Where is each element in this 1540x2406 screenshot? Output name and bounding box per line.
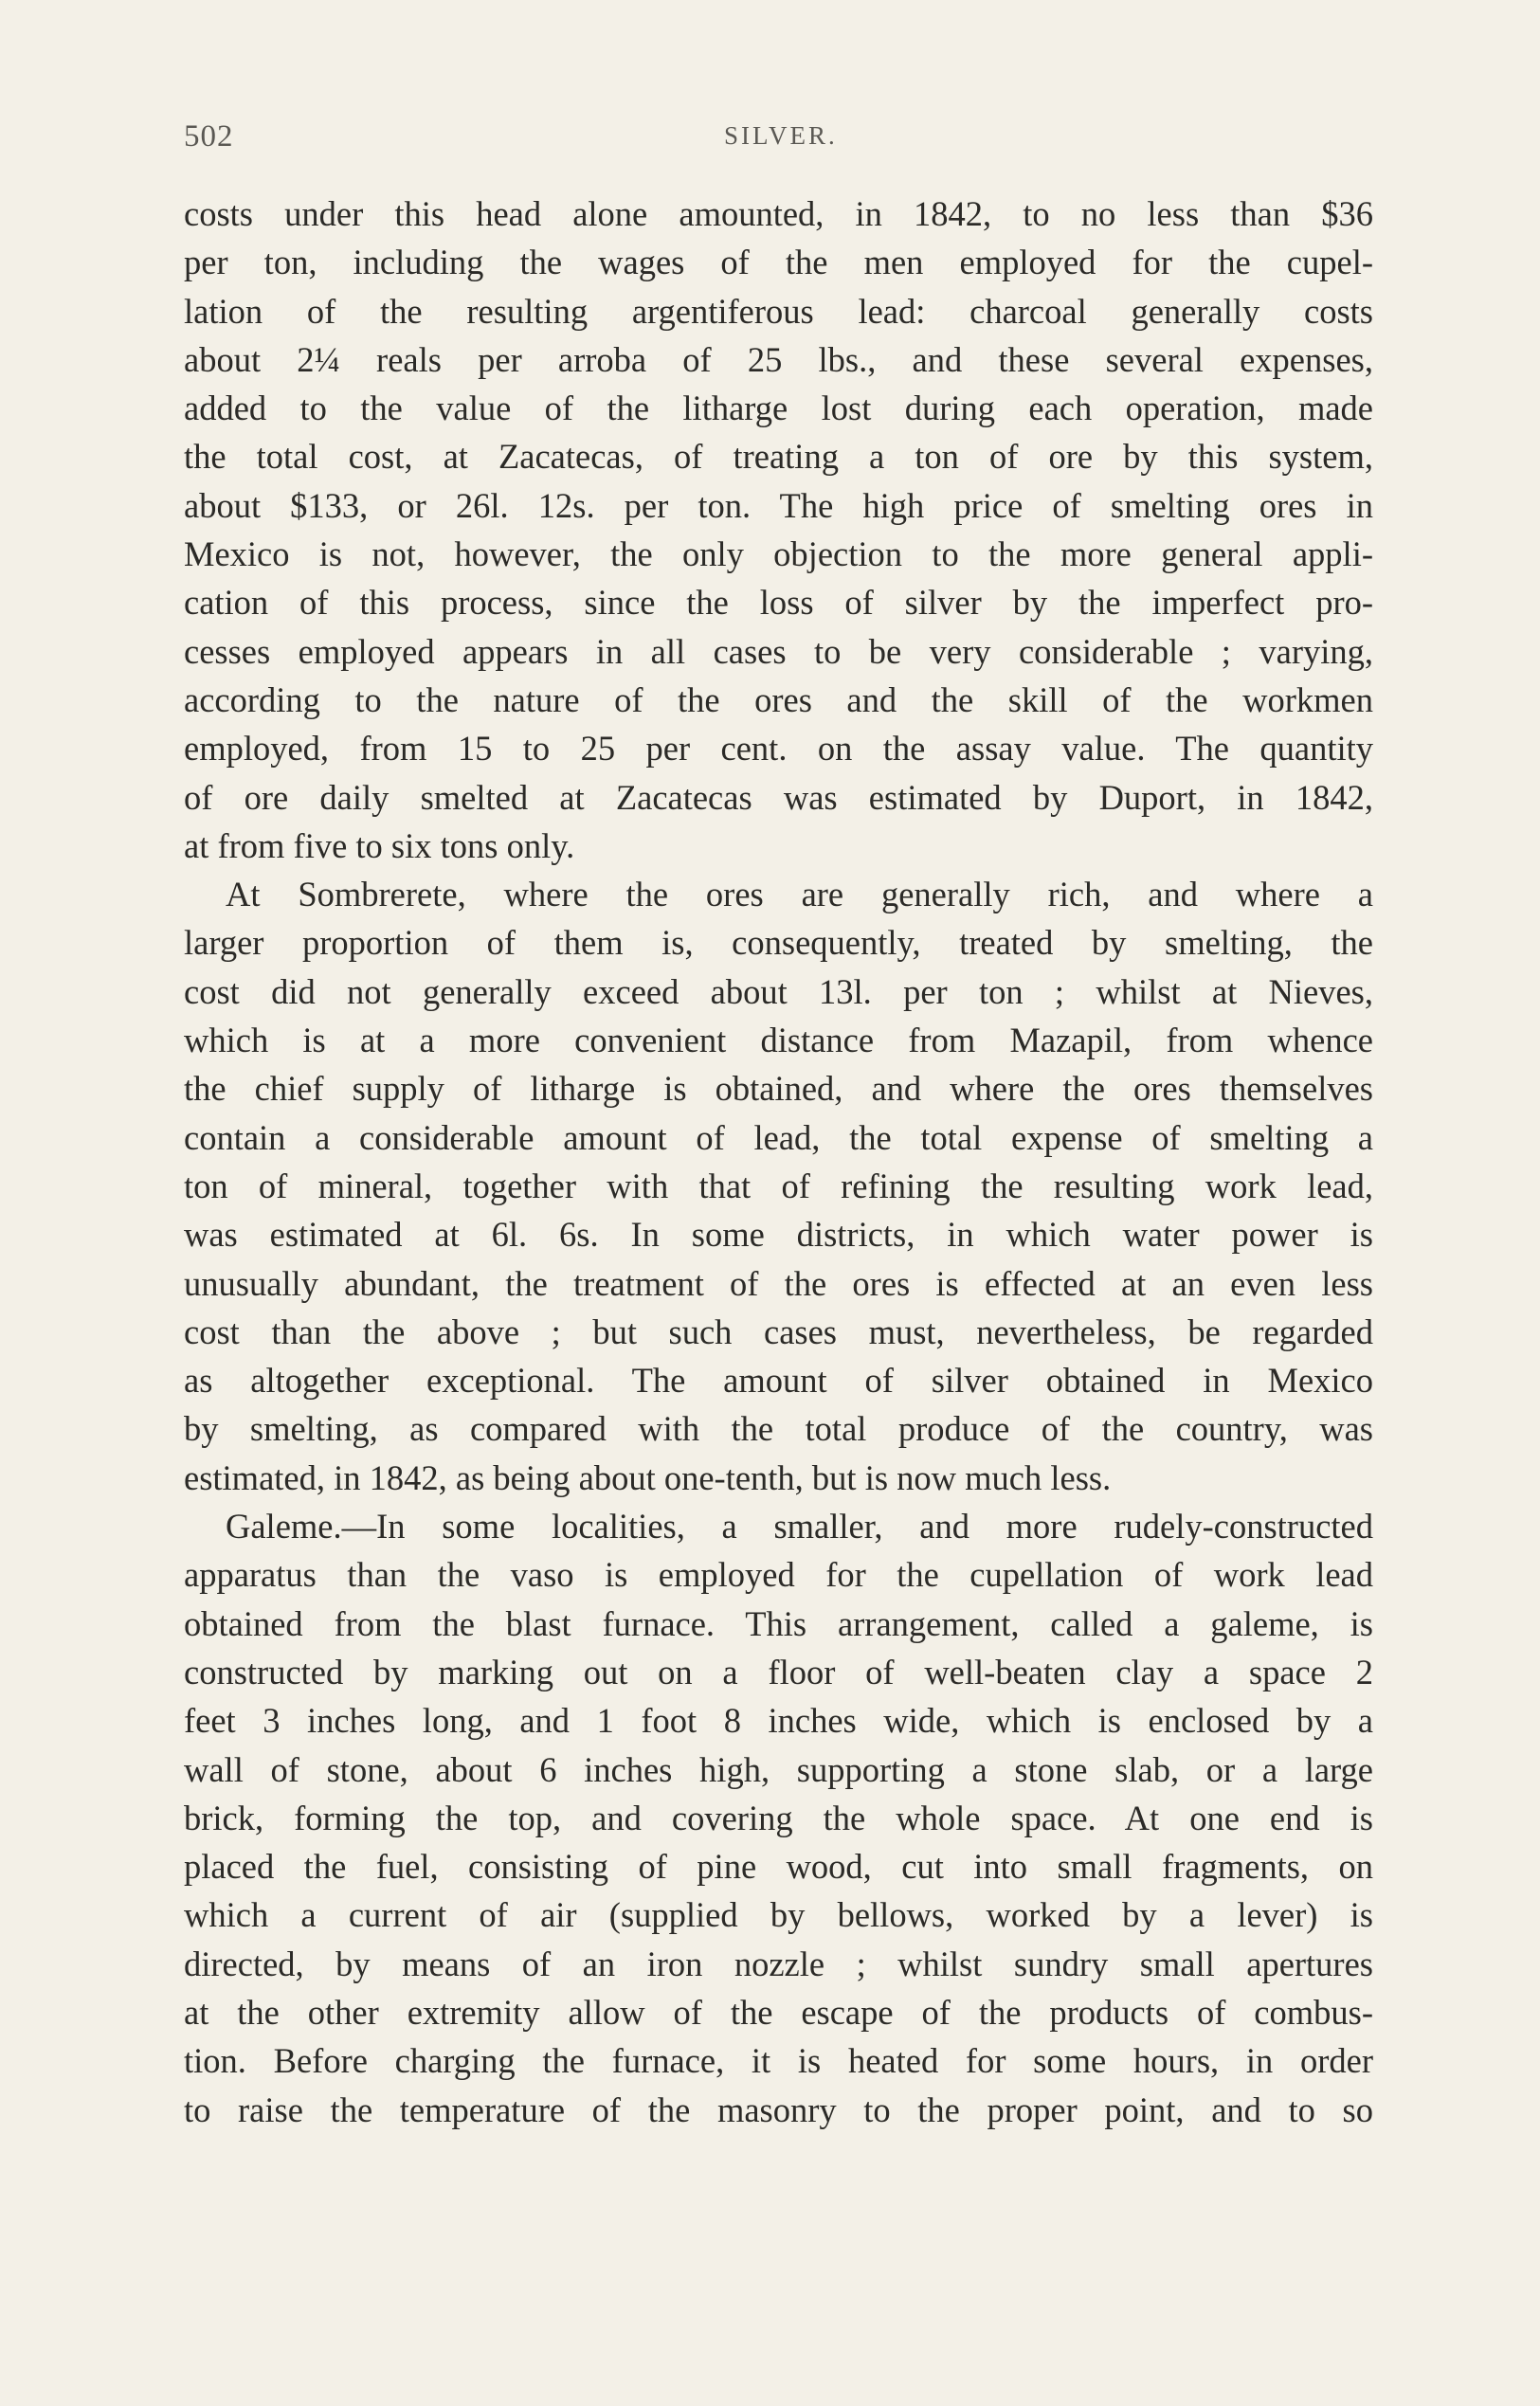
text-line: cesses employed appears in all cases to be very considerable ; varying,: [184, 631, 1373, 671]
text-line: lation of the resulting argentiferous lead: charcoal generally costs: [184, 291, 1373, 331]
text-line: added to the value of the litharge lost during each operation, made: [184, 389, 1373, 428]
text-line: the total cost, at Zacatecas, of treating a ton of ore by this system,: [184, 437, 1373, 477]
text-line: by smelting, as compared with the total produce of the country, was: [184, 1409, 1373, 1449]
text-line: tion. Before charging the furnace, it is heated for some hours, in order: [184, 2041, 1373, 2081]
paragraph: [184, 870, 1373, 1502]
text-line: constructed by marking out on a floor of well-beaten clay a space 2: [184, 1652, 1373, 1691]
text-line: employed, from 15 to 25 per cent. on the assay value. The quantity: [184, 729, 1373, 769]
text-line: contain a considerable amount of lead, the total expense of smelting a: [184, 1117, 1373, 1157]
text-line: apparatus than the vaso is employed for the cupellation of work lead: [184, 1555, 1373, 1595]
text-line: brick, forming the top, and covering the whole space. At one end is: [184, 1798, 1373, 1837]
text-line: about $133, or 26l. 12s. per ton. The high price of smelting ores in: [184, 485, 1373, 525]
text-line: unusually abundant, the treatment of the ores is effected at an even less: [184, 1263, 1373, 1303]
page-number: 502: [184, 119, 234, 154]
text-line: which a current of air (supplied by bellows, worked by a lever) is: [184, 1895, 1373, 1935]
text-line: to raise the temperature of the masonry to the proper point, and to so: [184, 2089, 1373, 2129]
text-line: At Sombrerete, where the ores are generally rich, and where a: [226, 875, 1373, 914]
text-line: cost did not generally exceed about 13l. per ton ; whilst at Nieves,: [184, 971, 1373, 1011]
text-line: obtained from the blast furnace. This arrangement, called a galeme, is: [184, 1603, 1373, 1643]
text-line: Galeme.—In some localities, a smaller, and more rudely-constructed: [226, 1507, 1373, 1547]
text-line: the chief supply of litharge is obtained, and where the ores themselves: [184, 1069, 1373, 1109]
text-line: which is at a more convenient distance from Mazapil, from whence: [184, 1021, 1373, 1060]
running-head: [184, 119, 1373, 161]
text-line: at from five to six tons only.: [184, 825, 575, 865]
text-line: cost than the above ; but such cases must, nevertheless, be regarded: [184, 1312, 1373, 1351]
text-line: feet 3 inches long, and 1 foot 8 inches wide, which is enclosed by a: [184, 1701, 1373, 1741]
text-line: per ton, including the wages of the men employed for the cupel-: [184, 243, 1373, 282]
text-line: cation of this process, since the loss of silver by the imperfect pro-: [184, 583, 1373, 623]
text-line: wall of stone, about 6 inches high, supporting a stone slab, or a large: [184, 1749, 1373, 1789]
paragraph: [184, 1502, 1373, 2134]
text-line: as altogether exceptional. The amount of silver obtained in Mexico: [184, 1361, 1373, 1401]
text-line: according to the nature of the ores and the skill of the workmen: [184, 679, 1373, 719]
running-title: SILVER.: [724, 121, 838, 150]
text-line: about 2¼ reals per arroba of 25 lbs., and these several expenses,: [184, 339, 1373, 379]
paragraph: [184, 190, 1373, 870]
text-line: directed, by means of an iron nozzle ; whilst sundry small apertures: [184, 1944, 1373, 1983]
text-line: costs under this head alone amounted, in 1842, to no less than $36: [184, 194, 1373, 233]
text-line: placed the fuel, consisting of pine wood, cut into small fragments, on: [184, 1847, 1373, 1887]
body-text: [184, 190, 1373, 2134]
text-line: ton of mineral, together with that of refining the resulting work lead,: [184, 1166, 1373, 1205]
text-line: estimated, in 1842, as being about one-tenth, but is now much less.: [184, 1457, 1112, 1497]
text-line: larger proportion of them is, consequently, treated by smelting, the: [184, 923, 1373, 963]
text-line: at the other extremity allow of the escape of the products of combus-: [184, 1992, 1373, 2032]
text-line: of ore daily smelted at Zacatecas was estimated by Duport, in 1842,: [184, 777, 1373, 817]
text-line: was estimated at 6l. 6s. In some districts, in which water power is: [184, 1215, 1373, 1255]
text-line: Mexico is not, however, the only objection to the more general appli-: [184, 534, 1373, 574]
